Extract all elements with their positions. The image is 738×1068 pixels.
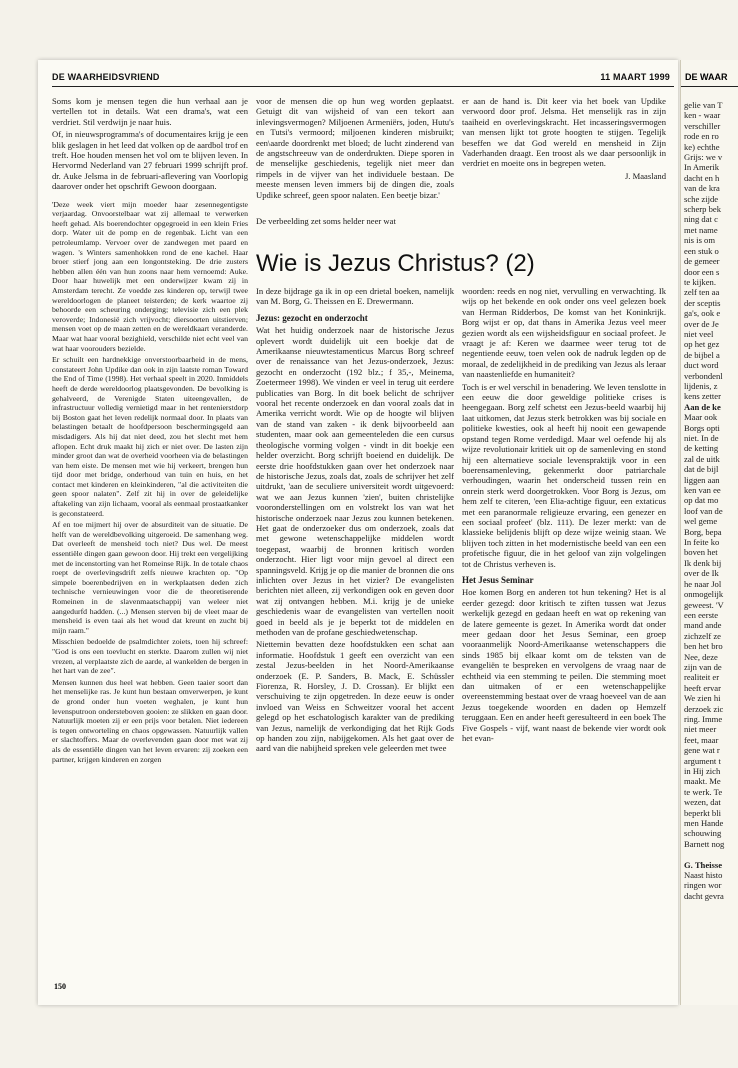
next-page-line: G. Theisse — [684, 859, 723, 870]
next-page-line: argument t — [684, 755, 721, 766]
quote-paragraph: voor de mensen die op hun weg worden geplaatst. Getuigt dit van wijsheid of van een tekort aan inlevingsvermogen? Miljoenen Armeniërs, joden, Hutu's en Tutsi's vermoord; miljoenen kinderen misbruikt; een\aarde doordrenkt met bloed; de lucht zinderend van de angstschreeuw van de onderdrukten. Diepe sporen in de menselijke geschiedenis, tegelijk niet meer dan rimpels in de vijver van het individuele bestaan. De meeste mensen leven immers bij de dingen die, zoals Updike schreef, geen spoor nalaten. Een beetje bizar.' — [256, 96, 454, 200]
next-page-line: van de kra — [684, 183, 720, 194]
next-page-line: ke) echthe — [684, 141, 720, 152]
next-page-line: liggen aan — [684, 474, 720, 485]
next-page-line: rode en ro — [684, 131, 719, 142]
next-page-line: boven het — [684, 547, 718, 558]
article-paragraph: Toch is er wel verschil in benadering. We leven tenslotte in een eeuw die door geweldige politieke crises is heengegaan. Borg zelf schetst een Jezus-beeld waarbij hij laat uitkomen, dat Jezus sterk betrokken was bij sociale en politieke kwesties, ook al heeft hij nooit een gewapende opstand tegen Rome verdedigd. Maar wel oefende hij als wijze revolutionair kritiek uit op de samenleving en stond hij een alternatieve sociale levenspraktijk voor in een boerensamenleving, gekenmerkt door patriarchale verhoudingen, waarin het onderscheid tussen rein en onrein sterk werd doorgetrokken. Voor Borg is Jezus, om hem zelf te citeren, 'een Elia-achtige figuur, een extaticus met een paranormale religieuze ervaring, een genezer en een sociaal profeet' (blz. 111). De lezer merkt: van de klassieke belijdenis blijft op deze wijze weinig staan. We blijven toch zitten in het modernistische beeld van een een profetische figuur, die in het geloof van zijn volgelingen tot de Christus verheven is. — [462, 381, 666, 569]
running-header-title: DE WAARHEIDSVRIEND — [52, 72, 160, 82]
next-page-line: realiteit er — [684, 672, 720, 683]
next-page-line: verbondenl — [684, 370, 723, 381]
next-page-line: zijn van de — [684, 661, 722, 672]
next-page-line: Grijs: we v — [684, 152, 723, 163]
next-page-line: ken - waar — [684, 110, 721, 121]
next-page-line: over de Ik — [684, 568, 719, 579]
next-page-line: te werk. Te — [684, 786, 723, 797]
next-page-line: Borg, bepa — [684, 526, 722, 537]
next-page-line: kens zetter — [684, 391, 721, 402]
running-header-date: 11 MAART 1999 — [600, 72, 670, 82]
next-page-line: Barnett nog — [684, 838, 725, 849]
closing-paragraph: er aan de hand is. Dit keer via het boek van Updike verwoord door prof. Jelsma. Het menselijk ras in zijn taaiheid en overlevingskracht. Het incasseringsvermogen van mensen lijkt tot grote hoogten te stijgen. Tegelijk beseffen we dat God wereld en mensheid in Zijn Vaderhanden draagt. Een troost als we daar persoonlijk in verdriet en moeite ons in begrepen weten. — [462, 96, 666, 169]
next-page-line: over de Je — [684, 318, 719, 329]
next-page-line: verschiller — [684, 120, 721, 131]
page-number: 150 — [54, 982, 66, 991]
next-page-line: ringen wor — [684, 880, 722, 891]
next-page-line: Aan de ke — [684, 401, 721, 412]
article-paragraph: woorden: reeds en nog niet, vervulling en verwachting. Ik wijs op het bekende en ook onder ons veel gelezen boek van Herman Ridderbos, De komst van het Koninkrijk. Borg wijst er op, dat thans in Amerika Jezus veel meer gezien wordt als een wijsheidsfiguur en sociaal profeet. Je vraagt je af: Keren we daarmee weer terug tot de negentiende eeuw, toen velen ook de nadruk legden op de moraal, de zedelijkheid in de prediking van Jezus als leraar van naastenliefde en humaniteit? — [462, 286, 666, 380]
next-page-line: gelie van T — [684, 100, 723, 110]
next-page-line: In Amerik — [684, 162, 720, 173]
article-paragraph: Hoe komen Borg en anderen tot hun tekening? Het is al eerder gezegd: door kritisch te ziften tussen wat Jezus werkelijk gezegd en gedaan heeft en wat op rekening van de latere gemeente is gezet. In Amerika wordt dat onder meer gedaan door het Jesus Seminar, een groep vooraanmelijk Noord-Amerikaanse wetenschappers die sinds 1985 bij elkaar komt om de teksten van de evangeliën te bespreken en vervolgens de vraag naar de echtheid via een stemming te peilen. Die stemming moet dan uitmaken of er een wetenschappelijke overeenstemming bestaat over de vraag hoeveel van de aan Jezus toegekende woorden en daden op Hemzelf teruggaan. Een en ander heeft geresulteerd in een boek The Five Gospels - vijf, want naast de bekende vier wordt ook het evan- — [462, 587, 666, 744]
next-page-line: lijdenis, z — [684, 380, 718, 391]
next-page-line: maakt. Me — [684, 776, 721, 787]
article-paragraph: Niettemin bevatten deze hoofdstukken een schat aan informatie. Hoofdstuk 1 geeft een overzicht van een zestal Jezus-beelden in het Noord-Amerikaanse onderzoek (E. P. Sanders, B. Mack, E. Schüssler Fiorenza, R. Horsley, J. D. Crossan). Er blijkt een verschuiving te zijn opgetreden. In deze eeuw is onder invloed van Weiss en Schweitzer vooral het accent gelegd op het eschatologisch karakter van de prediking van Jezus, namelijk de verkondiging dat het Rijk Gods op handen zou zijn, nabijgekomen. Als het gaat over de aard van die nabijheid spreken vele geleerden met twee — [256, 639, 454, 754]
next-page-line — [684, 849, 738, 859]
next-page-line: nis is om — [684, 235, 716, 246]
author-signature: J. Maasland — [624, 170, 666, 181]
next-page-line: zichzelf ze — [684, 630, 721, 641]
intro-paragraph: Of, in nieuwsprogramma's of documentaires krijg je een blik geslagen in het leed dat volken op de aardbol trof en treft. Hoe houden mensen het vol om te blijven leven. In Hervormd Nederland van 27 februari 1999 schrijft prof. dr. Auke Jelsma in de februari-aflevering van Voorlopig daarover onder het opschrift Gewoon doorgaan. — [52, 129, 248, 192]
next-page-line: Maar ook — [684, 412, 718, 423]
next-page-line: men Hande — [684, 818, 724, 829]
next-page-line: Nee, deze — [684, 651, 718, 662]
header-rule — [52, 86, 674, 87]
next-page-line: ben het bro — [684, 641, 723, 652]
next-page-line: zelf ten aa — [684, 287, 720, 298]
next-page-line: door een s — [684, 266, 720, 277]
next-page-line: in Hij zich — [684, 766, 721, 776]
next-page-line: ring. Imme — [684, 713, 723, 724]
next-page-line: der sceptis — [684, 297, 721, 308]
next-page-line: ning dat c — [684, 214, 718, 225]
next-page-line: de bijbel a — [684, 349, 720, 360]
quote-paragraph: 'Deze week viert mijn moeder haar zesennegentigste verjaardag. Onvoorstelbaar wat zij allemaal te verwerken heeft gehad. Als boerendochter opgegroeid in een klein Fries dorp. Water uit de pomp en de regenbak. Licht van een petroleumlamp. Vervoer over de zandwegen met paard en wagen. 's Winters samenhokken rond de ene kachel. Haar broer stierf jong aan een longontsteking. De drie zusters hebben allen één van hun zoons naar hem vernoemd: Auke. Door haar huwelijk met een onderwijzer kwam zij in Amsterdam terecht. Ze voedde zes kinderen op, terwijl twee wereldoorlogen de planeet teisterden; de kerk waartoe zij behoorde een scheuring onderging; televisie zich een plek veroverde; Indonesië zich vrijvocht; diersoorten uitstierven; mensen voet op de maan zetten en de wereldkaart veranderde. Maar wat haar vooral bezighield, verschilde niet echt veel van wat haar voorouders bezielde. — [52, 199, 248, 353]
next-page-line: zal de uitk — [684, 453, 720, 464]
next-page-line: schouwing — [684, 828, 722, 839]
intro-paragraph: Soms kom je mensen tegen die hun verhaal aan je vertellen tot in details. Wat een drama's, wat een verdriet. Stil verdwijn je naar huis. — [52, 96, 248, 127]
next-page-line: Naast histo — [684, 870, 723, 881]
next-page-edge — [680, 60, 738, 1005]
next-page-line: duct word — [684, 360, 719, 371]
next-page-line: loof van de — [684, 505, 723, 516]
quote-block — [52, 200, 248, 764]
quote-paragraph: Er schuilt een hardnekkige onverstoorbaarheid in de mens, constateert John Updike dan ook in zijn laatste roman Toward the End of Time (1998). Het verhaal speelt in 2020. Inmiddels heeft de derde wereldoorlog plaatsgevonden. De bevolking is gehalveerd, de Verenigde Staten uiteengevallen, de infrastructuur volledig vernietigd maar in het rentenierstdorp bij Boston gaat het leven redelijk normaal door. In plaats van belastingen betaalt de hoofdpersoon beschermingsgeld aan misdadigers. Als hij dat niet deed, zou het slecht met hem aflopen. Echt druk maakt hij zich er niet over. De lasten zijn minder groot dan wat de overheid voorheen via de belastingen van hem eiste. De mensen met wie hij verkeert, brengen hun tijd door met bridge, onderhoud van tuin en huis, en het contact met kinderen en kleinkinderen, "al die activiteiten die geen spoor nalaten". Zelf zit hij in over de geleidelijke aftakeling van zijn lichaam, vooral als eenmaal prostaatkanker is geconstateerd. — [52, 355, 248, 518]
next-page-line: We zien hi — [684, 693, 721, 704]
next-page-line: Borgs opti — [684, 422, 720, 433]
next-page-line: mand ande — [684, 620, 722, 631]
next-page-line: op het gez — [684, 339, 720, 350]
article-intro: In deze bijdrage ga ik in op een drietal boeken, namelijk van M. Borg, G. Theissen en E. Drewermann. — [256, 286, 454, 307]
section-heading: Jezus: gezocht en onderzocht — [256, 312, 368, 323]
article-paragraph: Wat het huidig onderzoek naar de historische Jezus oplevert wordt duidelijk uit een boekje dat de Amerikaanse nieuwtestamenticus Marcus Borg schreef over de renaissance van het Jezus-onderzoek, Jezus: gezocht en onderzocht (192 blz.; f 35,-, Meinema, Zoetermeer 1998). We vinden er veel in terug uit eerdere publicaties van Borg. In dit boek belicht de schrijver vooral het recente onderzoek en dan vooral zoals dat in Amerika verricht wordt. Wie op de hoogte wil blijven van de stand van zaken - ik denk bijvoorbeeld aan studenten, maar ook aan gemeenteleden die een cursus theologische vorming volgen - vindt in dit boekje een helder overzicht. Borg schrijft boeiend en duidelijk. De eerste drie hoofdstukken gaan over het onderzoek naar de historische Jezus, zoals dat, zoals de schrijver het zelf uitdrukt, 'aan de seculiere universiteit wordt uitgevoerd: wat we aan Jezus kunnen 'zien', buiten christelijke vooronderstellingen om en volstrekt los van wat het historische onderzoek naar Jezus zou kunnen betekenen. Het gaat de onderzoeker dus om onderzoek, zoals dat met gewone wetenschappelijke middelen wordt toegepast, waarbij de bronnen kritisch worden onderzocht. Hier ligt voor mijn gevoel al direct een spanningsveld. Krijg je op die manier de bronnen die ons inlichten over Jezus in het vizier? De evangelisten berichten niet alleen, zij verkondigen ook en geven door wat zij ontvangen hebben. M.i. krijg je de unieke geschiedenis waar de evangelisten van vertellen nooit goed in beeld als je je beperkt tot de middelen en methoden van de profane geschiedwetenschap. — [256, 325, 454, 637]
next-page-line: wezen, dat — [684, 797, 721, 808]
article-column-middle — [256, 286, 454, 754]
next-page-line: scherp bek — [684, 204, 721, 215]
next-page-line: feet, maar — [684, 734, 719, 745]
next-page-line: In feite ko — [684, 537, 720, 548]
next-page-line: sche zijde — [684, 193, 719, 204]
quote-paragraph: Mensen kunnen dus heel wat hebben. Geen taaier soort dan het menselijke ras. Je kunt hun bestaan omverwerpen, je kunt de grond onder hun voeten weghalen, je kunt hun levensputroon ondersteboven gooien: ze slikken en gaan door. Natuurlijk moeten zij er een prijs voor betalen. Niet iedereen is tegen ontworteling en chaos opgewassen. Natuurlijk vallen er slachtoffers. Maar de overlevenden gaan door met wat zij als de essentiële dingen van het leven ervaren: zij zoeken een partner, krijgen kinderen en zorgen — [52, 677, 248, 764]
next-page-line: heeft ervar — [684, 682, 721, 693]
column-middle-top — [256, 96, 454, 226]
next-page-line: derzoek zic — [684, 703, 724, 714]
next-page-line: dacht gevra — [684, 890, 724, 901]
next-page-line: een stuk o — [684, 245, 719, 256]
next-page-rule — [681, 86, 738, 87]
next-page-line: op dat mo — [684, 495, 719, 506]
next-page-line: de ketting — [684, 443, 719, 454]
next-page-line: niet veel — [684, 328, 714, 339]
column-right-top — [462, 96, 666, 181]
next-page-line: beperkt bli — [684, 807, 721, 818]
article-column-right — [462, 286, 666, 743]
next-page-line: de gemeer — [684, 256, 720, 267]
next-page-line: ken van ee — [684, 485, 721, 496]
column-left — [52, 96, 248, 764]
next-page-line: geweest. 'V — [684, 599, 724, 610]
article-title: Wie is Jezus Christus? (2) — [256, 250, 535, 277]
quote-paragraph: Af en toe mijmert hij over de absurditeit van de situatie. De helft van de wereldbevolking uitgeroeid. De samenhang weg. Dat overleeft de mensheid toch niet? Dus wel. De meest essentiële dingen gaan gewoon door. Hij trekt een vergelijking met de incenstorting van het Romeinse Rijk. In de totale chaos roept de overlevingsdrift zelfs nieuwe krachten op. "Op simpele boerenbedrijven en in werkplaatsen deden zich technische vernieuwingen voor die de theoretiserende Romeinen in de slavenmaatschappij van weleer niet aangedurfd hadden. (...) Mensen sterven bij de vleet maar de mensheid is even taai als het woud dat kreunt en zucht bij mijn raam." — [52, 520, 248, 635]
magazine-page — [38, 60, 678, 1005]
next-page-text — [684, 100, 738, 901]
next-page-line: niet meer — [684, 724, 717, 735]
next-page-line: gene wat r — [684, 745, 720, 756]
next-page-line: te kijken. — [684, 276, 716, 287]
next-page-line: wel geme — [684, 516, 718, 527]
next-page-line: he naar Jol — [684, 578, 722, 589]
next-page-line: onmogelijk — [684, 589, 724, 600]
quote-paragraph: Misschien bedoelde de psalmdichter zoiets, toen hij schreef: "God is ons een toevlucht en sterkte. Daarom zullen wij niet vrezen, al verplaatste zich de aarde, al wankelden de bergen in het hart van de zee". — [52, 637, 248, 676]
closing-line: De verbeelding zet soms helder neer wat — [256, 216, 396, 227]
next-page-line: Ik denk bij — [684, 557, 722, 568]
next-page-line: een eerste — [684, 609, 719, 620]
next-page-header: DE WAAR — [685, 72, 728, 82]
section-heading: Het Jesus Seminar — [462, 574, 534, 585]
next-page-line: ga's, ook e — [684, 308, 721, 319]
next-page-line: dat de bijl — [684, 464, 719, 475]
next-page-line: niet. In de — [684, 433, 719, 443]
next-page-line: dacht en h — [684, 172, 720, 183]
next-page-line: met name — [684, 224, 718, 235]
